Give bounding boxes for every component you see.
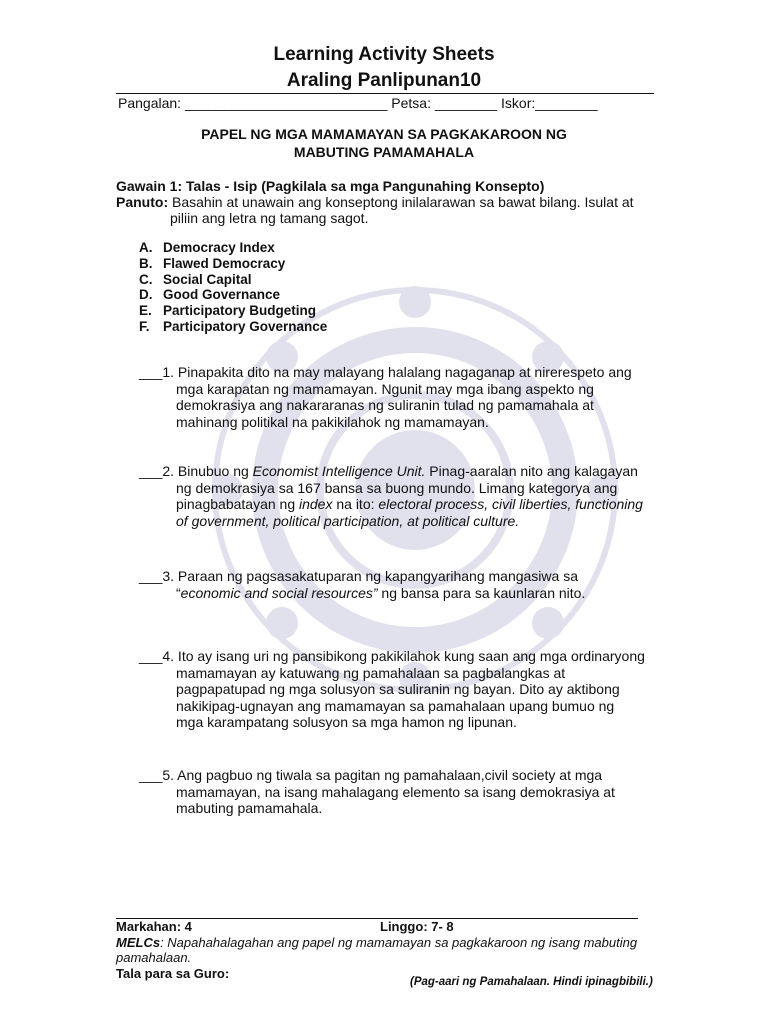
linggo: Linggo: 7- 8 — [380, 919, 454, 934]
lesson-heading-line2: MABUTING PAMAMAHALA — [293, 144, 475, 160]
melcs-text: : Napahahalagahan ang papel ng mamamayan sa pagkakaroon ng isang mabuting pamahalaan. — [116, 935, 638, 965]
option-c: C. Social Capital — [139, 271, 252, 287]
name-date-score-line[interactable]: Pangalan: __________________________ Petsa: ________ Iskor:________ — [118, 95, 598, 111]
question-5[interactable]: ___5. Ang pagbuo ng tiwala sa pagitan ng pamahalaan,civil society at mga mamamayan, na isang mahalagang elemento sa isang demokrasiya at mabuting pamamahala. — [139, 767, 615, 816]
instructions-text: Basahin at unawain ang konseptong inilalarawan sa bawat bilang. Isulat at — [168, 194, 634, 210]
instructions-text-cont: piliin ang letra ng tamang sagot. — [170, 210, 369, 226]
subject-title: Araling Panlipunan10 — [286, 70, 482, 91]
melcs-label: MELCs — [116, 935, 161, 950]
option-e: E. Participatory Budgeting — [139, 303, 317, 319]
melcs — [116, 935, 656, 965]
markahan: Markahan: 4 — [116, 919, 192, 934]
option-f: F. Participatory Governance — [139, 318, 328, 334]
question-4[interactable]: ___4. Ito ay isang uri ng pansibikong pakikilahok kung saan ang mga ordinaryong mamamayan ay katuwang ng pamahalaan sa pagbalangkas at pagpapatupad ng mga solusyon sa suliranin ng bayan. Dito ay aktibong nakikipag-ugnayan ang mamamayan sa pamahalaan upang bumuo ng mga karampatang solusyon sa mga hamon ng lipunan. — [139, 648, 645, 730]
option-b: B. Flawed Democracy — [139, 255, 286, 271]
question-1[interactable]: ___1. Pinapakita dito na may malayang halalang nagaganap at nirerespeto ang mga karapatan ng mamamayan. Ngunit may mga ibang aspekto ng demokrasiya ang nakararanas ng suliranin tulad ng pamamahala at mahinang politikal na pakikilahok ng mamamayan. — [139, 364, 632, 430]
instructions — [116, 194, 656, 226]
option-a: A. Democracy Index — [139, 240, 275, 255]
activity-title: Gawain 1: Talas - Isip (Pagkilala sa mga Pangunahing Konsepto) — [116, 178, 545, 194]
question-2[interactable]: ___2. Binubuo ng Economist Intelligence Unit. Pinag-aaralan nito ang kalagayan ng demokrasiya sa 167 bansa sa buong mundo. Limang kategorya ang pinagbabatayan ng index na ito: electoral process, civil liberties, functioning of government, political participation, at political culture. — [139, 463, 643, 529]
lesson-heading-line1: PAPEL NG MGA MAMAMAYAN SA PAGKAKAROON NG — [201, 126, 567, 142]
ownership-notice: (Pag-aari ng Pamahalaan. Hindi ipinagbibili.) — [410, 976, 653, 988]
option-d: D. Good Governance — [139, 287, 281, 303]
footer-rule — [116, 918, 638, 919]
header-rule — [116, 93, 654, 94]
instructions-label: Panuto: — [116, 194, 169, 210]
sheet-title: Learning Activity Sheets — [273, 44, 495, 65]
question-3[interactable]: ___3. Paraan ng pagsasakatuparan ng kapangyarihang mangasiwa sa “economic and social resources” ng bansa para sa kaunlaran nito. — [139, 568, 586, 601]
answer-options — [139, 240, 327, 335]
teacher-notes-label: Tala para sa Guro: — [116, 966, 230, 981]
